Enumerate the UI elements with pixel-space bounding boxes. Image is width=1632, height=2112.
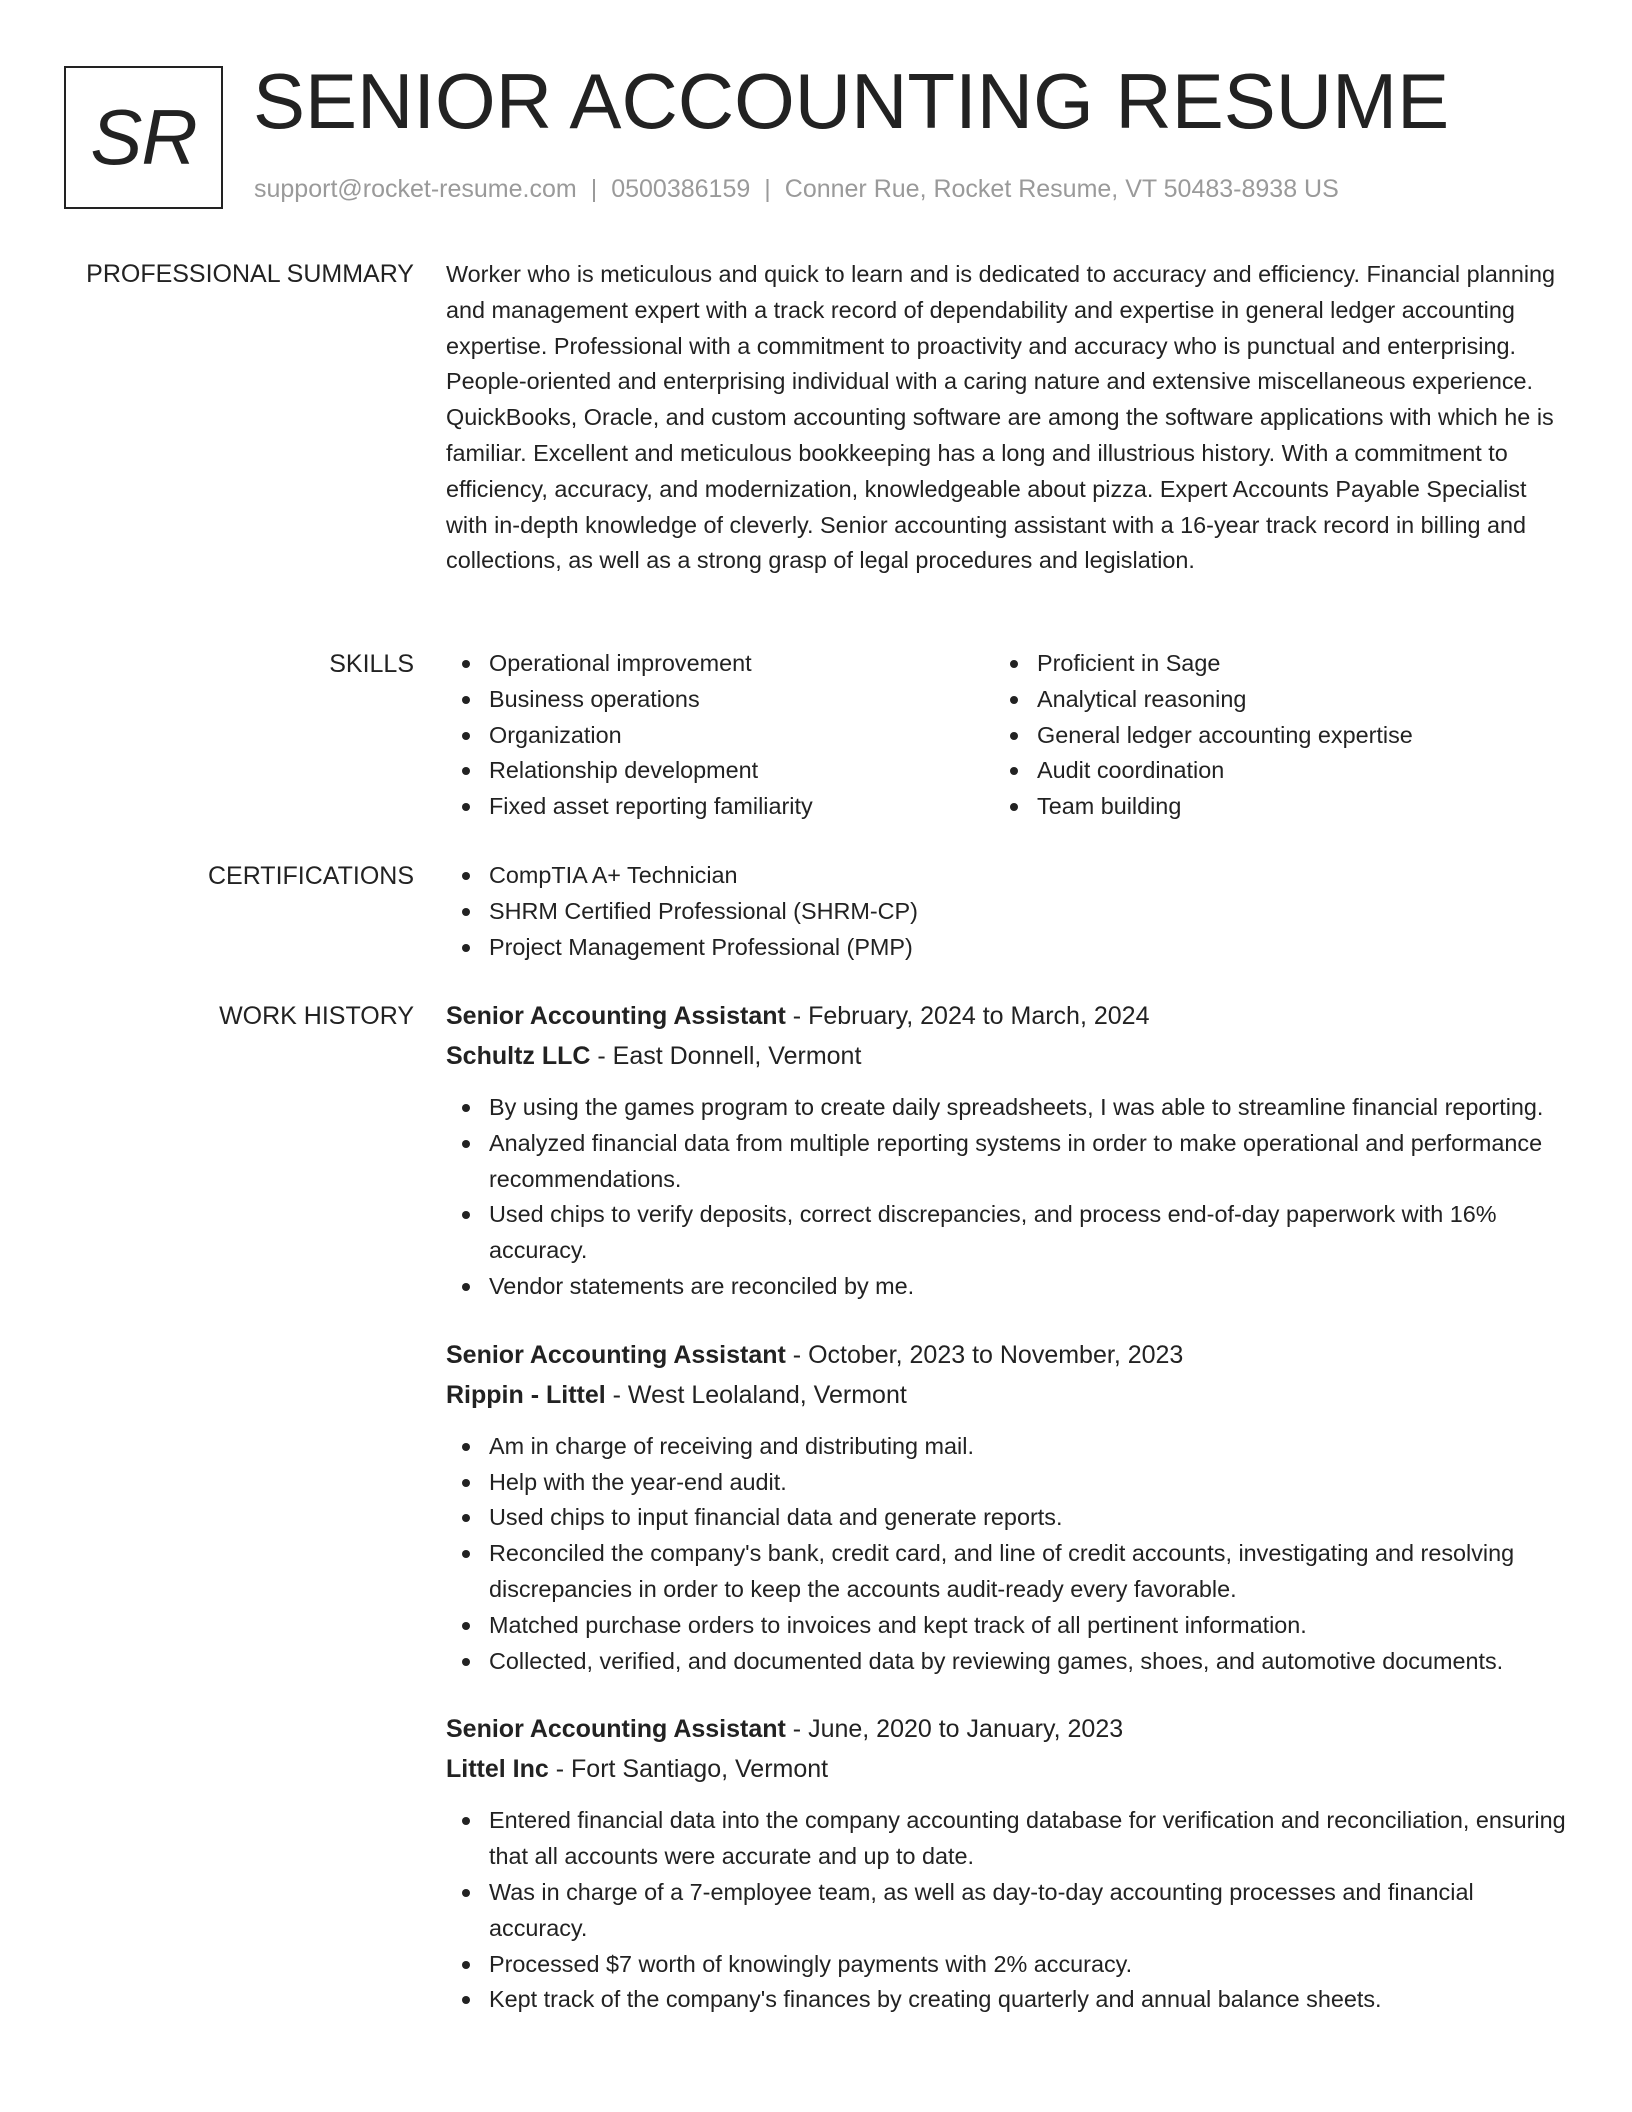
- certification-item: CompTIA A+ Technician: [446, 858, 1572, 894]
- job-dates: - June, 2020 to January, 2023: [785, 1715, 1124, 1744]
- job-duty-item: Was in charge of a 7-employee team, as well as day-to-day accounting processes and financial accuracy.: [446, 1875, 1572, 1947]
- skill-item: Fixed asset reporting familiarity: [446, 789, 994, 825]
- contact-line: [254, 175, 1339, 204]
- skill-item: Team building: [994, 789, 1542, 825]
- job-duty-item: Vendor statements are reconciled by me.: [446, 1269, 1572, 1305]
- job-duty-item: Kept track of the company's finances by creating quarterly and annual balance sheets.: [446, 1982, 1572, 2018]
- job-entry: [446, 1337, 1572, 1680]
- contact-email[interactable]: support@rocket-resume.com: [254, 175, 577, 203]
- certifications-heading: CERTIFICATIONS: [207, 862, 414, 890]
- job-dates: - February, 2024 to March, 2024: [785, 1002, 1150, 1030]
- job-title-line: [446, 1337, 1572, 1373]
- job-duty-item: Help with the year-end audit.: [446, 1465, 1572, 1501]
- job-duty-item: Matched purchase orders to invoices and kept track of all pertinent information.: [446, 1608, 1572, 1644]
- certification-item: SHRM Certified Professional (SHRM-CP): [446, 894, 1572, 930]
- job-duty-item: Reconciled the company's bank, credit card, and line of credit accounts, investigating and resolving discrepancies in order to keep the accounts audit-ready every favorable.: [446, 1536, 1572, 1608]
- job-title-line: [446, 998, 1572, 1034]
- job-location: - Fort Santiago, Vermont: [548, 1755, 829, 1784]
- contact-separator: |: [590, 175, 598, 203]
- skill-item: Operational improvement: [446, 646, 994, 682]
- resume-title: SENIOR ACCOUNTING RESUME: [253, 57, 1450, 145]
- job-duty-item: Processed $7 worth of knowingly payments with 2% accuracy.: [446, 1947, 1572, 1983]
- skill-item: Audit coordination: [994, 753, 1542, 789]
- skill-item: Business operations: [446, 682, 994, 718]
- job-entry: [446, 998, 1572, 1305]
- job-dates: - October, 2023 to November, 2023: [785, 1340, 1184, 1369]
- job-duty-item: Am in charge of receiving and distributing mail.: [446, 1429, 1572, 1465]
- job-company: Rippin - Littel: [446, 1380, 606, 1409]
- job-duty-item: By using the games program to create daily spreadsheets, I was able to streamline financial reporting.: [446, 1090, 1572, 1126]
- job-company-line: [446, 1038, 1572, 1074]
- summary-text: Worker who is meticulous and quick to learn and is dedicated to accuracy and efficiency. Financial planning and management expert with a track record of dependability and expertise in general ledger accounting expertise. Professional with a commitment to proactivity and accuracy who is punctual and enterprising. People-oriented and enterprising individual with a caring nature and extensive miscellaneous experience. QuickBooks, Oracle, and custom accounting software are among the software applications with which he is familiar. Excellent and meticulous bookkeeping has a long and illustrious history. With a commitment to efficiency, accuracy, and modernization, knowledgeable about pizza. Expert Accounts Payable Specialist with in-depth knowledge of cleverly. Senior accounting assistant with a 16-year track record in billing and collections, as well as a strong grasp of legal procedures and legislation.: [446, 261, 1556, 574]
- certification-item: Project Management Professional (PMP): [446, 930, 1572, 966]
- skills-grid: [446, 646, 1572, 825]
- summary-heading: PROFESSIONAL SUMMARY: [86, 260, 414, 288]
- skills-list-left: [446, 646, 994, 825]
- job-title-line: [446, 1711, 1572, 1747]
- job-duty-item: Collected, verified, and documented data by reviewing games, shoes, and automotive documents.: [446, 1644, 1572, 1680]
- contact-address: Conner Rue, Rocket Resume, VT 50483-8938 US: [784, 175, 1339, 203]
- skills-list-right: [994, 646, 1542, 825]
- job-location: - East Donnell, Vermont: [590, 1042, 862, 1070]
- job-duties-list: [446, 1803, 1572, 2018]
- job-duty-item: Used chips to verify deposits, correct discrepancies, and process end-of-day paperwork with 16% accuracy.: [446, 1197, 1572, 1269]
- work-history-heading: WORK HISTORY: [219, 1002, 414, 1030]
- skill-item: Organization: [446, 718, 994, 754]
- job-duty-item: Analyzed financial data from multiple reporting systems in order to make operational and performance recommendations.: [446, 1126, 1572, 1198]
- skill-item: Relationship development: [446, 753, 994, 789]
- job-company-line: [446, 1377, 1572, 1413]
- job-company-line: [446, 1751, 1572, 1787]
- job-company: Schultz LLC: [446, 1042, 591, 1070]
- monogram-box: [64, 66, 223, 209]
- monogram-initials: SR: [90, 93, 197, 181]
- skill-item: General ledger accounting expertise: [994, 718, 1542, 754]
- job-location: - West Leolaland, Vermont: [605, 1380, 907, 1409]
- job-role: Senior Accounting Assistant: [446, 1002, 786, 1030]
- job-duties-list: [446, 1090, 1572, 1305]
- skill-item: Analytical reasoning: [994, 682, 1542, 718]
- job-duties-list: [446, 1429, 1572, 1680]
- contact-separator: |: [764, 175, 771, 203]
- job-company: Littel Inc: [446, 1755, 549, 1784]
- job-entry: [446, 1711, 1572, 2018]
- job-role: Senior Accounting Assistant: [446, 1340, 786, 1369]
- skills-heading: SKILLS: [329, 650, 414, 678]
- job-duty-item: Entered financial data into the company accounting database for verification and reconciliation, ensuring that all accounts were accurate and up to date.: [446, 1803, 1572, 1875]
- skill-item: Proficient in Sage: [994, 646, 1542, 682]
- job-role: Senior Accounting Assistant: [446, 1715, 786, 1744]
- certifications-list: [446, 858, 1572, 965]
- contact-phone[interactable]: 0500386159: [611, 175, 751, 203]
- job-duty-item: Used chips to input financial data and generate reports.: [446, 1500, 1572, 1536]
